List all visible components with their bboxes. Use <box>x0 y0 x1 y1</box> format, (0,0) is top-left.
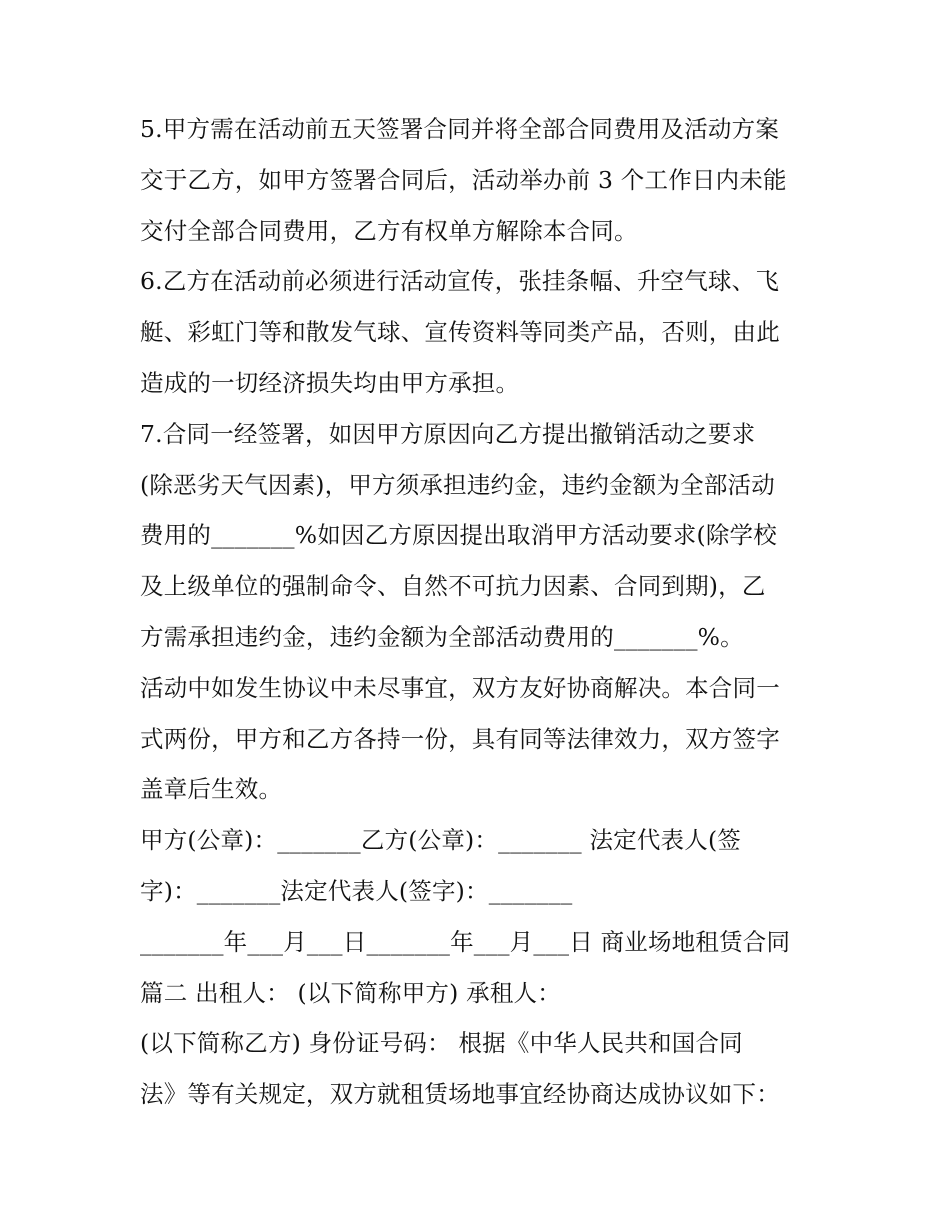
text-line: 7.合同一经签署，如因甲方原因向乙方提出撤销活动之要求 <box>140 419 756 448</box>
text-line: 费用的_______%如因乙方原因提出取消甲方活动要求(除学校 <box>140 521 777 550</box>
text-line: (除恶劣天气因素)，甲方须承担违约金，违约金额为全部活动 <box>140 470 775 499</box>
contract-text <box>140 108 820 1124</box>
text-line: 活动中如发生协议中未尽事宜，双方友好协商解决。本合同一 <box>140 673 780 702</box>
text-line: 艇、彩虹门等和散发气球、宣传资料等同类产品，否则，由此 <box>140 318 780 347</box>
signature-line: 字)：_______法定代表人(签字)：_______ <box>140 876 573 905</box>
text-line: 式两份，甲方和乙方各持一份，具有同等法律效力，双方签字 <box>140 724 780 753</box>
text-line: 造成的一切经济损失均由甲方承担。 <box>140 368 520 397</box>
text-line: 方需承担违约金，违约金额为全部活动费用的_______%。 <box>140 622 744 651</box>
text-line: 篇二 出租人： (以下简称甲方) 承租人： <box>140 978 561 1007</box>
text-line: 6.乙方在活动前必须进行活动宣传，张挂条幅、升空气球、飞 <box>140 267 780 296</box>
text-line: 交付全部合同费用，乙方有权单方解除本合同。 <box>140 216 638 245</box>
text-line: 法》等有关规定，双方就租赁场地事宜经协商达成协议如下： <box>140 1080 780 1109</box>
text-line: (以下简称乙方) 身份证号码： 根据《中华人民共和国合同 <box>140 1029 743 1058</box>
text-line: 盖章后生效。 <box>140 775 283 804</box>
date-line: _______年___月___日_______年___月___日 商业场地租赁合同 <box>140 927 791 956</box>
text-line: 交于乙方，如甲方签署合同后，活动举办前 3 个工作日内未能 <box>140 165 787 194</box>
signature-line: 甲方(公章)：_______乙方(公章)：_______ 法定代表人(签 <box>140 826 742 855</box>
text-line: 5.甲方需在活动前五天签署合同并将全部合同费用及活动方案 <box>140 115 780 143</box>
text-line: 及上级单位的强制命令、自然不可抗力因素、合同到期)，乙 <box>140 572 766 601</box>
